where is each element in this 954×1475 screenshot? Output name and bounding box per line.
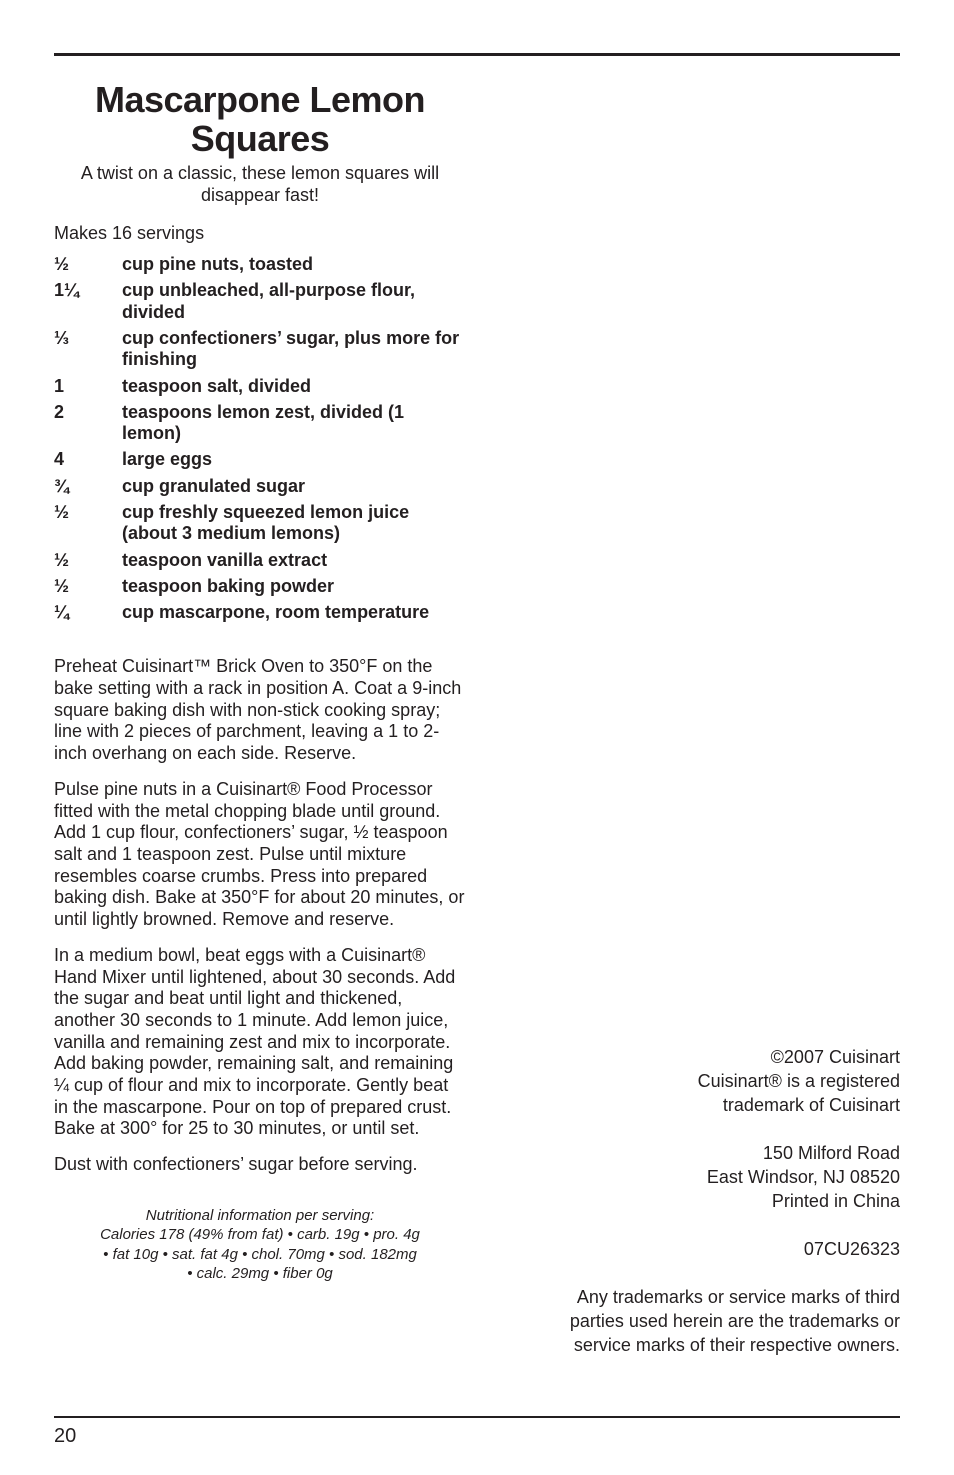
recipe-subtitle: A twist on a classic, these lemon squares will disappear fast! xyxy=(80,163,440,205)
ingredient-item xyxy=(54,402,466,445)
ingredient-item xyxy=(54,376,466,398)
recipe-column xyxy=(54,80,466,1284)
ingredient-name: cup pine nuts, toasted xyxy=(122,254,314,274)
ingredient-item xyxy=(54,476,466,498)
ingredient-quantity: ⅓ xyxy=(54,327,70,348)
ingredient-quantity: 2 xyxy=(54,401,65,422)
ingredient-name: teaspoon vanilla extract xyxy=(122,549,328,570)
ingredient-item xyxy=(54,328,466,371)
ingredient-item xyxy=(54,602,466,624)
ingredient-name: cup unbleached, all-purpose flour, divided xyxy=(122,280,416,322)
page-number: 20 xyxy=(54,1425,77,1447)
spacer xyxy=(520,1213,900,1237)
recipe-yield: Makes 16 servings xyxy=(54,223,205,243)
ingredient-item xyxy=(54,576,466,598)
printed-in-text: Printed in China xyxy=(771,1191,900,1211)
ingredient-quantity: ½ xyxy=(54,549,70,570)
ingredient-quantity: ½ xyxy=(54,575,70,596)
nutrition-line: Calories 178 (49% from fat) • carb. 19g • pro. 4g xyxy=(100,1226,420,1244)
nutrition-heading: Nutritional information per serving: xyxy=(145,1206,375,1224)
disclaimer-text: service marks of their respective owners. xyxy=(573,1335,900,1355)
step-paragraph: In a medium bowl, beat eggs with a Cuisinart® Hand Mixer until lightened, about 30 seconds. Add the sugar and beat until light and thickened, another 30 seconds to 1 minute. Add lemon juice, vanilla and remaining zest and mix to incorporate. Add baking powder, remaining salt, and remaining ¼ cup of flour and mix to incorporate. Gently beat in the mascarpone. Pour on top of prepared crust. Bake at 300° for 25 to 30 minutes, or until set. xyxy=(54,944,456,1139)
nutrition-line: • calc. 29mg • fiber 0g xyxy=(187,1265,333,1283)
legal-block xyxy=(520,1045,900,1357)
ingredient-name: cup freshly squeezed lemon juice (about 3 medium lemons) xyxy=(122,501,410,544)
recipe-title: Mascarpone Lemon Squares xyxy=(94,79,426,159)
ingredient-quantity: ¼ xyxy=(54,601,70,622)
ingredient-name: large eggs xyxy=(122,449,213,470)
ingredient-item xyxy=(54,280,466,323)
nutrition-line: • fat 10g • sat. fat 4g • chol. 70mg • sod. 182mg xyxy=(103,1245,417,1263)
trademark-text: Cuisinart® is a registered xyxy=(697,1071,900,1091)
trademark-text: trademark of Cuisinart xyxy=(722,1095,900,1115)
ingredient-quantity: 1¼ xyxy=(54,280,80,301)
ingredient-quantity: ¾ xyxy=(54,475,70,496)
ingredient-name: cup confectioners’ sugar, plus more for finishing xyxy=(122,327,460,370)
ingredient-quantity: 1 xyxy=(54,375,65,396)
ingredient-name: teaspoon baking powder xyxy=(122,575,335,596)
ingredient-name: teaspoons lemon zest, divided (1 lemon) xyxy=(122,401,405,444)
ingredient-quantity: ½ xyxy=(54,254,70,274)
ingredient-quantity: ½ xyxy=(54,501,70,522)
product-code: 07CU26323 xyxy=(803,1239,900,1259)
ingredient-name: cup mascarpone, room temperature xyxy=(122,601,430,622)
ingredient-item xyxy=(54,502,466,545)
spacer xyxy=(520,1117,900,1141)
step-paragraph: Preheat Cuisinart™ Brick Oven to 350°F on the bake setting with a rack in position A. Coat a 9-inch square baking dish with non-stick cooking spray; line with 2 pieces of parchment, leaving a 1 to 2-inch overhang on each side. Reserve. xyxy=(54,656,462,764)
ingredient-item xyxy=(54,550,466,572)
ingredient-item xyxy=(54,254,466,276)
bottom-rule xyxy=(54,1416,900,1418)
step-paragraph: Pulse pine nuts in a Cuisinart® Food Processor fitted with the metal chopping blade until ground. Add 1 cup flour, confectioners’ sugar, ½ teaspoon salt and 1 teaspoon zest. Pulse until mixture resembles coarse crumbs. Press into prepared baking dish. Bake at 350°F for about 20 minutes, or until lightly browned. Remove and reserve. xyxy=(54,778,465,930)
address-line: 150 Milford Road xyxy=(762,1143,900,1163)
ingredient-item xyxy=(54,449,466,471)
disclaimer-text: parties used herein are the trademarks or xyxy=(569,1311,900,1331)
ingredient-name: teaspoon salt, divided xyxy=(122,375,312,396)
address-line: East Windsor, NJ 08520 xyxy=(706,1167,900,1187)
spacer xyxy=(520,1261,900,1285)
copyright-text: ©2007 Cuisinart xyxy=(770,1047,900,1067)
nutrition-info xyxy=(54,1206,466,1284)
disclaimer-text: Any trademarks or service marks of third xyxy=(576,1287,900,1307)
top-rule xyxy=(54,53,900,56)
step-paragraph: Dust with confectioners’ sugar before serving. xyxy=(54,1154,418,1175)
ingredient-list xyxy=(54,254,466,623)
recipe-steps xyxy=(54,656,466,1175)
ingredient-name: cup granulated sugar xyxy=(122,475,306,496)
ingredient-quantity: 4 xyxy=(54,449,65,470)
